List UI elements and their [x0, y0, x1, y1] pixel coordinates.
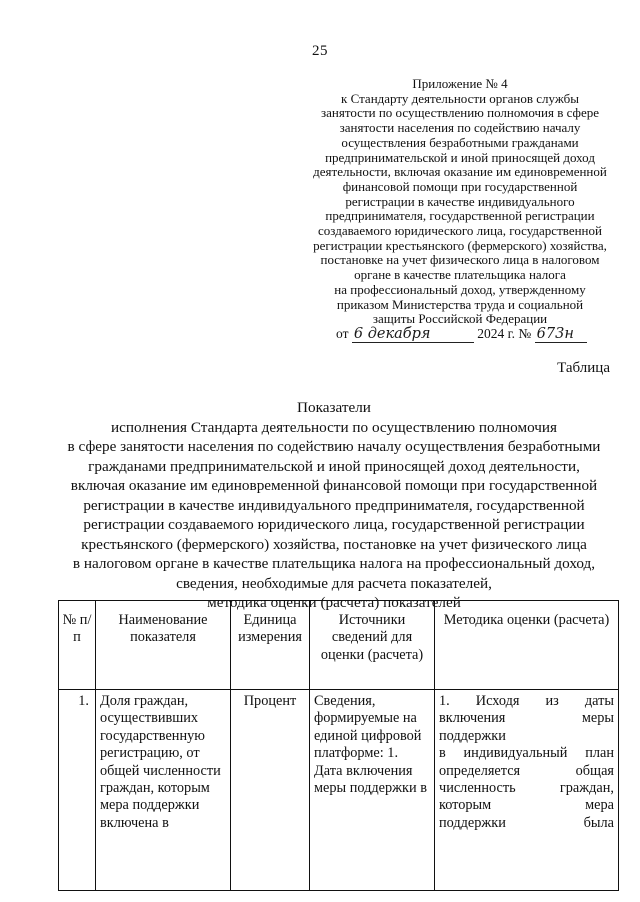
- document-heading: [50, 398, 618, 613]
- cell-number: 1.: [59, 690, 96, 891]
- cell-methodology: [435, 690, 619, 891]
- method-line: поддержки: [439, 727, 506, 744]
- heading-line: сведения, необходимые для расчета показателей,: [176, 574, 492, 592]
- header-methodology: Методика оценки (расчета): [435, 601, 619, 690]
- appendix-line: приказом Министерства труда и социальной: [336, 296, 584, 312]
- appendix-line: к Стандарту деятельности органов службы: [341, 90, 579, 106]
- method-line: включения меры: [439, 710, 614, 727]
- signature-year: 2024 г. №: [477, 326, 532, 341]
- heading-line: регистрации создаваемого юридического лица, государственной регистрации: [83, 516, 585, 533]
- appendix-header: [300, 77, 620, 327]
- heading-line: в налоговом органе в качестве плательщика налога на профессиональный доход,: [72, 555, 596, 572]
- heading-line: методика оценки (расчета) показателей: [207, 594, 461, 611]
- table-row: [59, 690, 619, 891]
- cell-sources: Сведения, формируемые на единой цифровой платформе: 1. Дата включения меры поддержки в: [310, 690, 435, 891]
- method-line: которым мера: [439, 797, 614, 814]
- method-line: 1. Исходя из даты: [439, 693, 614, 709]
- appendix-line: предпринимателя, государственной регистрации: [325, 208, 595, 224]
- header-indicator-name: Наименование показателя: [96, 601, 231, 690]
- appendix-line: постановке на учет физического лица в налоговом: [320, 252, 600, 268]
- heading-line: крестьянского (фермерского) хозяйства, постановке на учет физического лица: [81, 535, 587, 553]
- appendix-line: финансовой помощи при государственной: [342, 178, 578, 194]
- appendix-line: предпринимательской и иной приносящей доход: [325, 149, 595, 165]
- order-signature-line: [336, 326, 626, 343]
- handwritten-order-number: 673н: [535, 326, 587, 343]
- heading-line: включая оказание им единовременной финансовой помощи при государственной: [70, 477, 598, 494]
- method-line: в индивидуальный план: [439, 745, 614, 762]
- cell-unit: Процент: [231, 690, 310, 891]
- handwritten-date: 6 декабря: [352, 326, 474, 343]
- heading-line: исполнения Стандарта деятельности по осуществлению полномочия: [110, 418, 558, 436]
- heading-line: Показатели: [297, 399, 371, 416]
- table-header-row: [59, 601, 619, 690]
- appendix-line: деятельности, включая оказание им единовременной: [313, 164, 607, 180]
- appendix-line: Приложение № 4: [412, 76, 508, 91]
- cell-indicator-name: Доля граждан, осуществивших государственную регистрацию, от общей численности граждан, которым мера поддержки включена в: [96, 690, 231, 891]
- appendix-line: осуществления безработными гражданами: [341, 134, 579, 150]
- table-label: Таблица: [557, 360, 610, 376]
- method-line: поддержки была: [439, 814, 614, 831]
- signature-prefix: от: [336, 326, 349, 341]
- heading-line: регистрации в качестве индивидуального предпринимателя, государственной: [83, 496, 585, 514]
- method-line: численность граждан,: [439, 780, 614, 797]
- appendix-line: занятости населения по содействию началу: [339, 120, 581, 136]
- heading-line: в сфере занятости населения по содействию началу осуществления безработными: [67, 438, 601, 455]
- header-unit: Единица измерения: [231, 601, 310, 690]
- appendix-line: защиты Российской Федерации: [372, 311, 548, 327]
- appendix-line: создаваемого юридического лица, государственной: [318, 223, 602, 239]
- heading-line: гражданами предпринимательской и иной приносящей доход деятельности,: [88, 457, 580, 475]
- header-sources: Источники сведений для оценки (расчета): [310, 601, 435, 690]
- appendix-line: органе в качестве плательщика налога: [354, 267, 566, 283]
- appendix-line: на профессиональный доход, утвержденному: [334, 281, 586, 297]
- indicators-table: [58, 600, 619, 891]
- appendix-line: занятости по осуществлению полномочия в сфере: [321, 105, 599, 121]
- appendix-line: регистрации в качестве индивидуального: [345, 193, 575, 209]
- method-line: определяется общая: [439, 762, 614, 779]
- header-number: № п/п: [59, 601, 96, 690]
- appendix-line: регистрации крестьянского (фермерского) хозяйства,: [313, 237, 607, 253]
- page-number: 25: [312, 43, 328, 59]
